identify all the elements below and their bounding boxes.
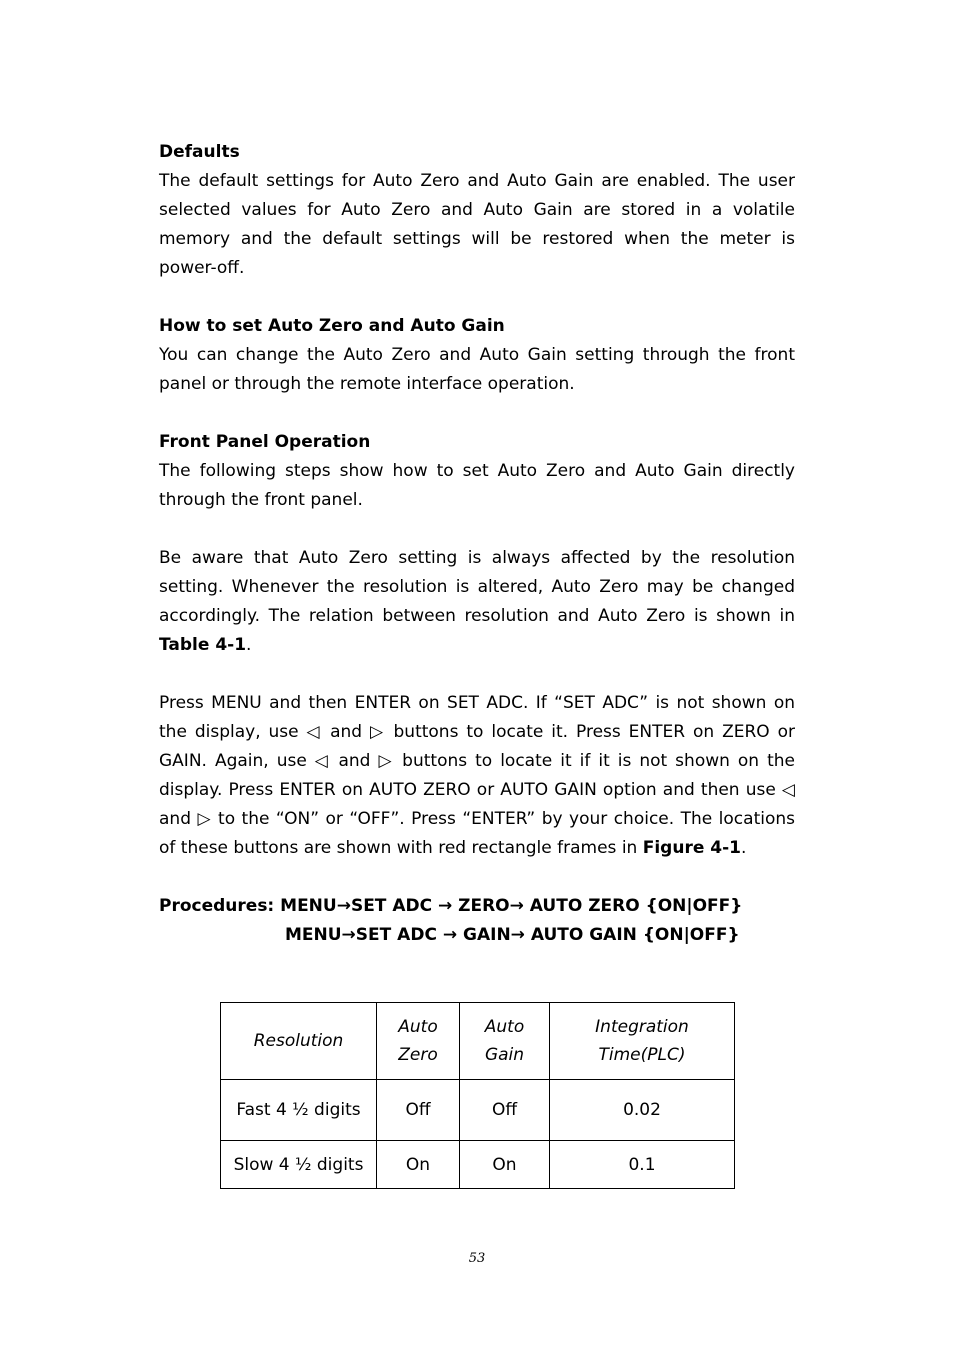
document-body [159, 138, 795, 950]
header-resolution-label: Resolution [253, 1031, 344, 1051]
cell-resolution: Slow 4 ½ digits [221, 1141, 377, 1189]
how-to-heading: How to set Auto Zero and Auto Gain [159, 316, 505, 336]
table-row [221, 1080, 735, 1141]
press-menu-paragraph [159, 689, 795, 863]
press-menu-end: . [741, 838, 747, 858]
header-integration-line2: Time(PLC) [598, 1045, 686, 1065]
cell-resolution: Fast 4 ½ digits [221, 1080, 377, 1141]
resolution-note-end: . [246, 635, 252, 655]
header-resolution [221, 1003, 377, 1080]
cell-auto-zero: Off [377, 1080, 460, 1141]
header-auto-gain-line2: Gain [484, 1045, 525, 1065]
header-auto-gain-line1: Auto [484, 1017, 525, 1037]
defaults-heading: Defaults [159, 142, 240, 162]
how-to-paragraph: You can change the Auto Zero and Auto Gain setting through the front panel or through the remote interface operation. [159, 345, 795, 394]
table-row [221, 1141, 735, 1189]
figure-reference: Figure 4-1 [642, 838, 741, 858]
procedures-line-2: MENU→SET ADC → GAIN→ AUTO GAIN {ON|OFF} [285, 925, 740, 945]
header-auto-zero [377, 1003, 460, 1080]
procedures-line-1: Procedures: MENU→SET ADC → ZERO→ AUTO ZERO {ON|OFF} [159, 896, 743, 916]
front-panel-heading: Front Panel Operation [159, 432, 371, 452]
cell-auto-gain: Off [460, 1080, 550, 1141]
header-auto-zero-line2: Zero [398, 1045, 438, 1065]
cell-auto-gain: On [460, 1141, 550, 1189]
press-menu-text: Press MENU and then ENTER on SET ADC. If “SET ADC” is not shown on the display, use ◁ and ▷ buttons to locate it. Press ENTER on ZERO or GAIN. Again, use ◁ and ▷ buttons to locate it if it is not shown on the display. Press ENTER on AUTO ZERO or AUTO GAIN option and then use ◁ and ▷ to the “ON” or “OFF”. Press “ENTER” by your choice. The locations of these buttons are shown with red rectangle frames in [159, 693, 795, 858]
cell-integration-time: 0.1 [550, 1141, 735, 1189]
defaults-paragraph: The default settings for Auto Zero and Auto Gain are enabled. The user selected values for Auto Zero and Auto Gain are stored in a volatile memory and the default settings will be restored when the meter is power-off. [159, 171, 795, 278]
page-number: 53 [468, 1251, 486, 1266]
cell-integration-time: 0.02 [550, 1080, 735, 1141]
header-auto-gain [460, 1003, 550, 1080]
front-panel-paragraph: The following steps show how to set Auto Zero and Auto Gain directly through the front panel. [159, 461, 795, 510]
table-reference: Table 4-1 [159, 635, 247, 655]
header-integration-line1: Integration [595, 1017, 689, 1037]
header-integration-time [550, 1003, 735, 1080]
resolution-note-text: Be aware that Auto Zero setting is always affected by the resolution setting. Whenever the resolution is altered, Auto Zero may be changed accordingly. The relation between resolution and Auto Zero is shown in [159, 548, 795, 626]
table-header-row [221, 1003, 735, 1080]
resolution-note-paragraph [159, 544, 795, 660]
cell-auto-zero: On [377, 1141, 460, 1189]
header-auto-zero-line1: Auto [398, 1017, 438, 1037]
resolution-table [220, 1002, 735, 1189]
